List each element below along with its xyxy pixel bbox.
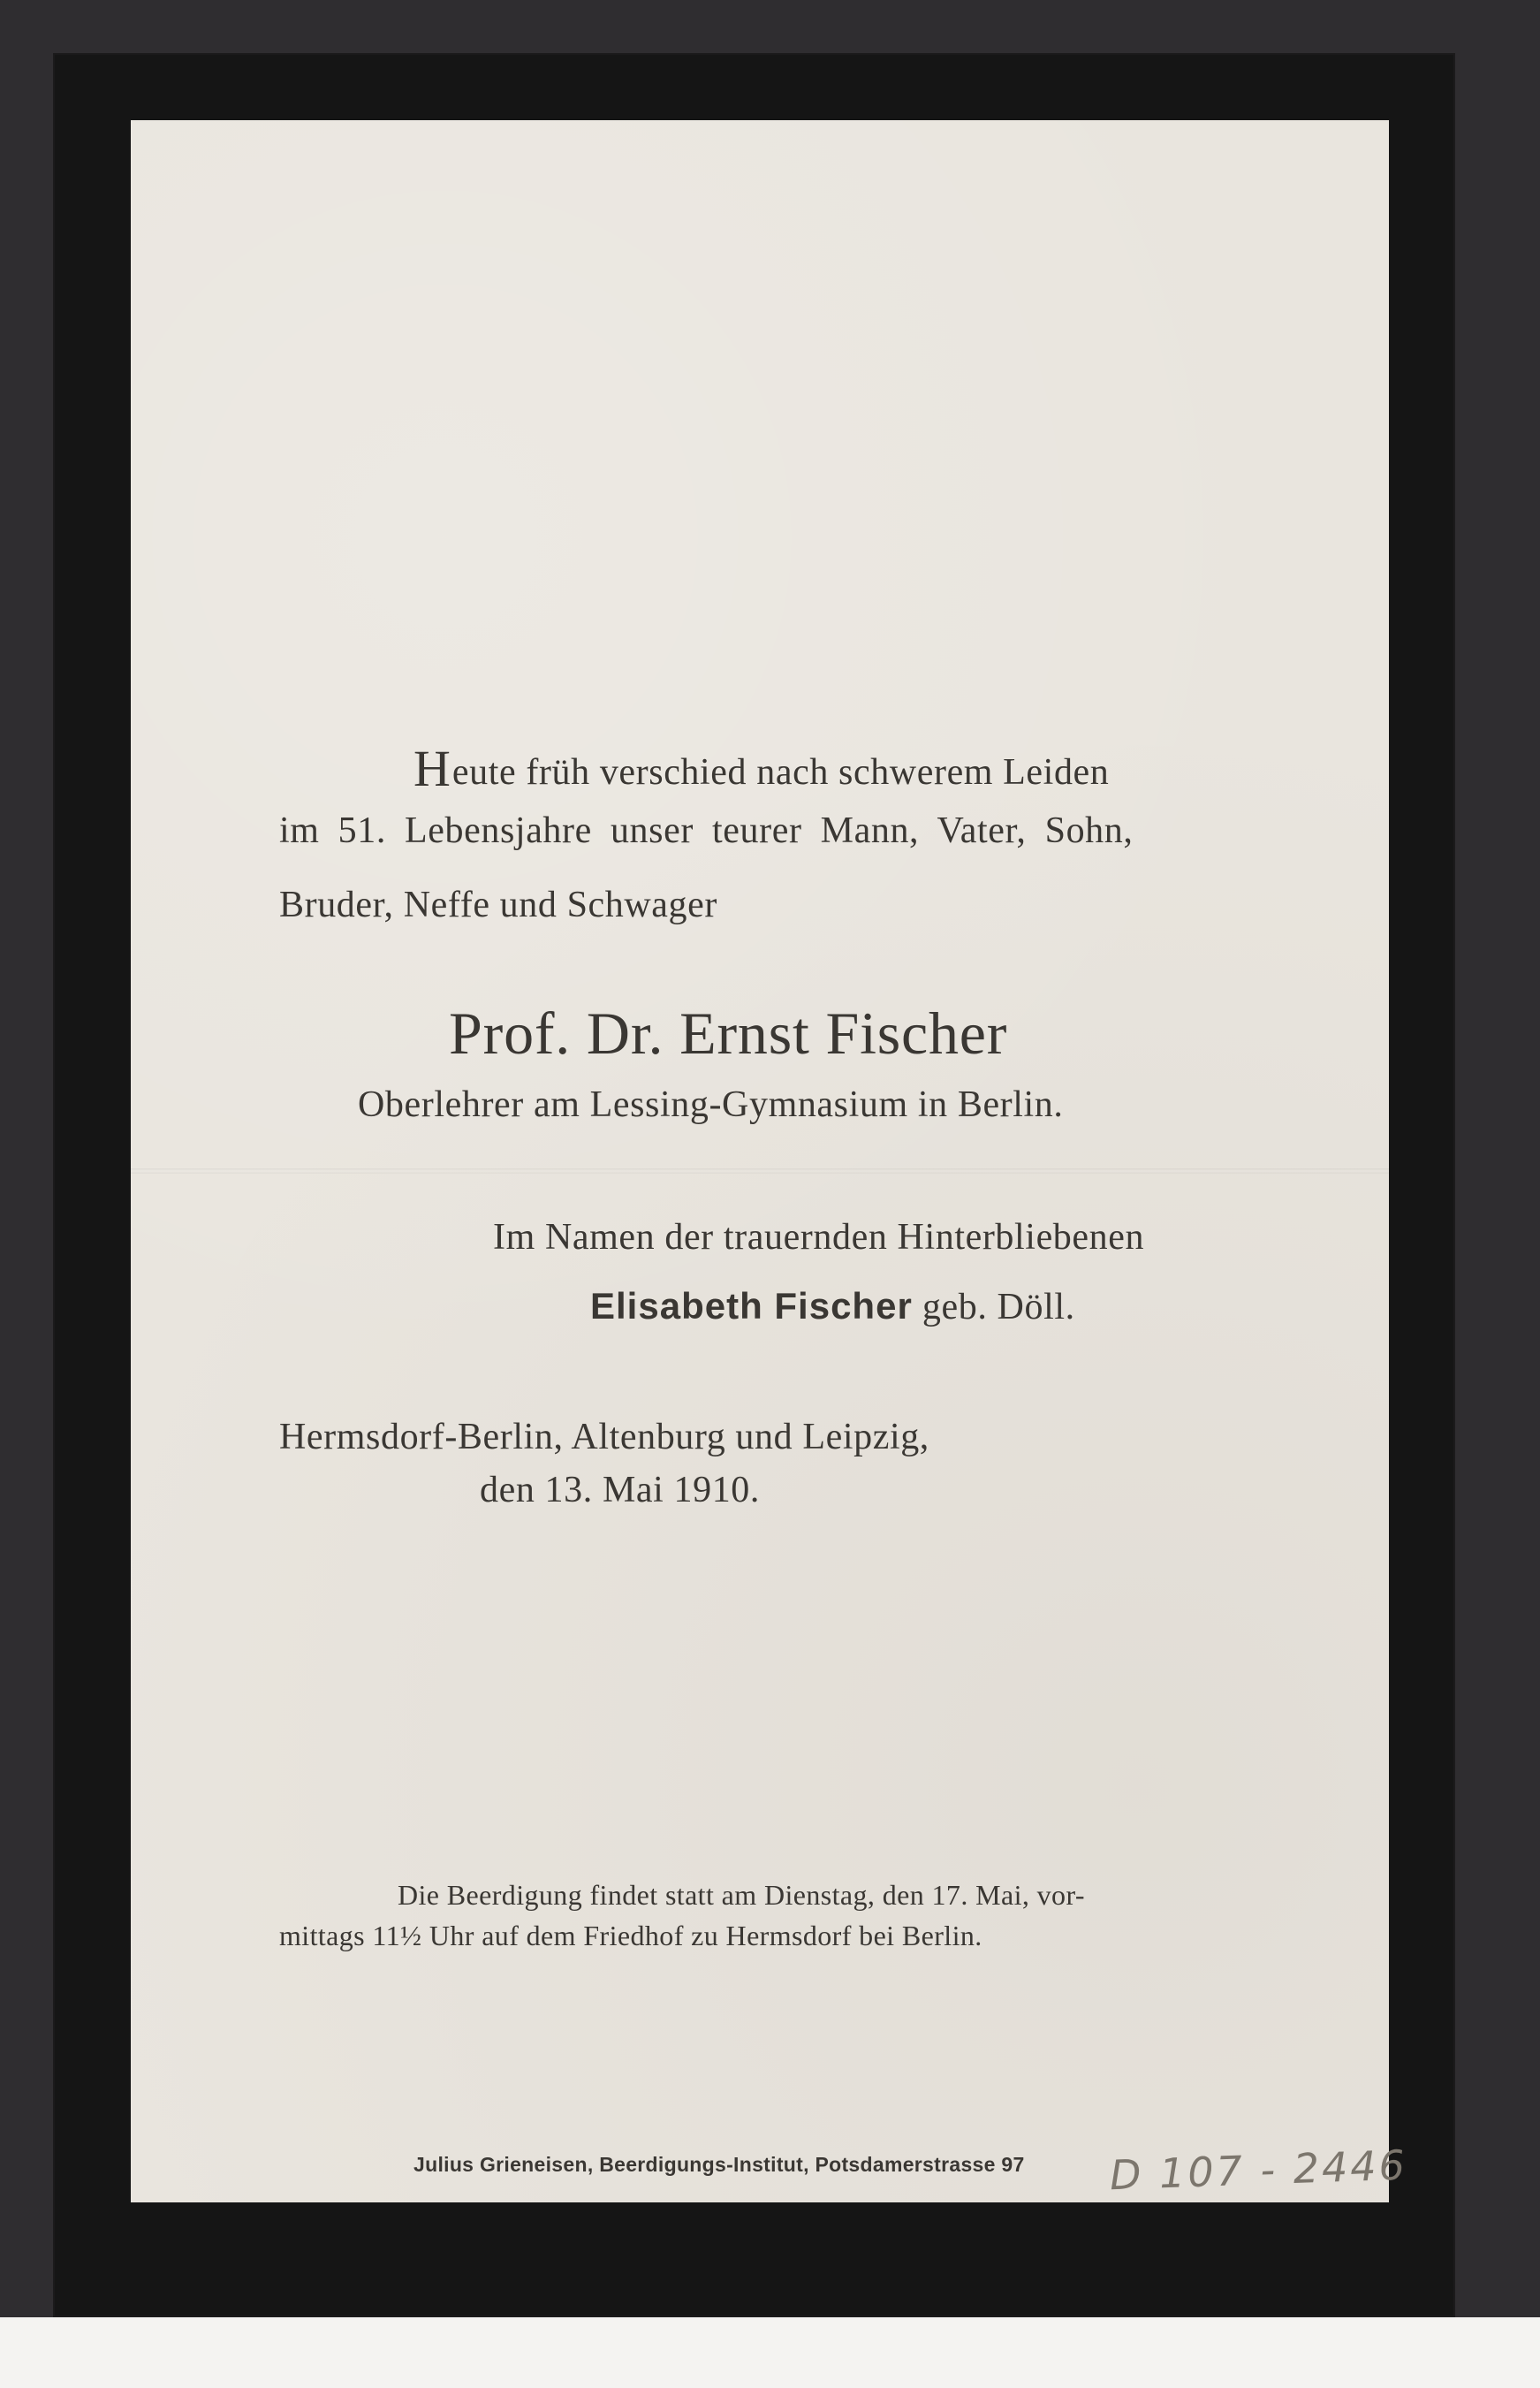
- deceased-name: Prof. Dr. Ernst Fischer: [449, 1000, 1008, 1067]
- paper-fold-line: [131, 1168, 1389, 1174]
- widow-suffix: geb. Döll.: [922, 1287, 1075, 1327]
- deceased-position: Oberlehrer am Lessing-Gymnasium in Berlin.: [358, 1084, 1064, 1125]
- widow-line: [590, 1285, 1262, 1328]
- funeral-notice-line-2: mittags 11½ Uhr auf dem Friedhof zu Hermsdorf bei Berlin.: [279, 1920, 982, 1951]
- handwritten-archive-mark: D 107 - 2446: [1109, 2141, 1408, 2200]
- announcement-line-2: im 51. Lebensjahre unser teurer Mann, Vater, Sohn,: [279, 810, 1134, 851]
- bottom-scan-strip: [0, 2317, 1540, 2388]
- printer-credit: Julius Grieneisen, Beerdigungs-Institut, Potsdamerstrasse 97: [413, 2153, 1025, 2176]
- intro-text: eute früh verschied nach schwerem Leiden: [451, 752, 1110, 793]
- widow-name: Elisabeth Fischer: [590, 1285, 913, 1327]
- place-line: Hermsdorf-Berlin, Altenburg und Leipzig,: [279, 1417, 929, 1457]
- funeral-notice-line-1: Die Beerdigung findet statt am Dienstag, den 17. Mai, vor-: [398, 1879, 1085, 1911]
- announcement-line-3: Bruder, Neffe und Schwager: [279, 885, 717, 925]
- intro-line: [413, 739, 1377, 798]
- mourning-line: Im Namen der trauernden Hinterbliebenen: [493, 1217, 1145, 1258]
- mourning-card-paper: [131, 120, 1408, 2202]
- drop-cap-letter: H: [413, 740, 451, 797]
- date-line: den 13. Mai 1910.: [480, 1470, 760, 1510]
